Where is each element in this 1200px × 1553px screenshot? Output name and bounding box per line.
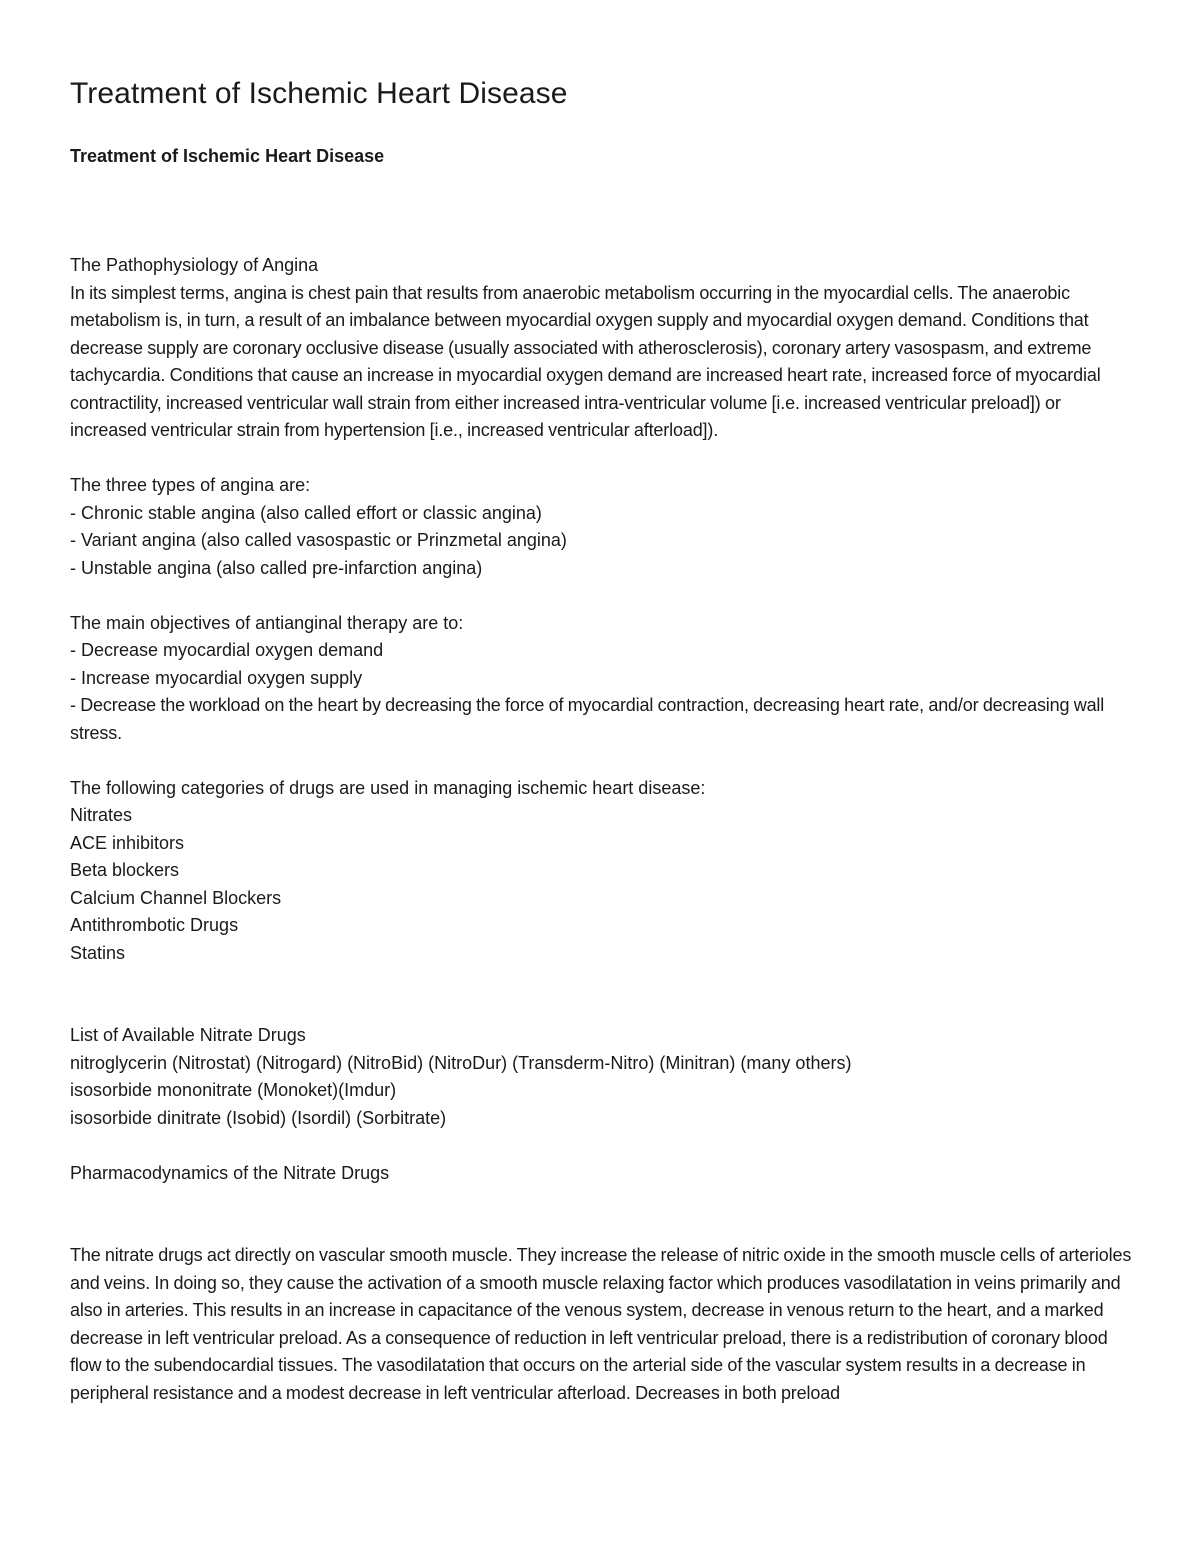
spacer <box>70 1132 1140 1160</box>
list-item: - Variant angina (also called vasospastic or Prinzmetal angina) <box>70 530 567 550</box>
angina-types-list <box>70 500 1140 583</box>
spacer <box>70 582 1140 610</box>
pathophysiology-section <box>70 252 1140 445</box>
angina-types-section <box>70 472 1140 582</box>
spacer <box>70 445 1140 473</box>
list-item: ACE inhibitors <box>70 832 185 853</box>
nitrate-drugs-heading: List of Available Nitrate Drugs <box>70 1025 306 1045</box>
document-title: Treatment of Ischemic Heart Disease <box>70 77 568 110</box>
angina-types-intro: The three types of angina are: <box>70 475 311 495</box>
pathophysiology-paragraph: In its simplest terms, angina is chest pain that results from anaerobic metabolism occurring in the myocardial cells. The anaerobic metabolism is, in turn, a result of an imbalance between myocardial oxygen supply and myocardial oxygen demand. Conditions that decrease supply are coronary occlusive disease (usually associated with atherosclerosis), coronary artery vasospasm, and extreme tachycardia. Conditions that cause an increase in myocardial oxygen demand are increased heart rate, increased force of myocardial contractility, increased ventricular wall strain from either increased intra-ventricular volume [i.e. increased ventricular preload]) or increased ventricular strain from hypertension [i.e., increased ventricular afterload]). <box>70 282 1101 440</box>
spacer <box>70 747 1140 775</box>
document-subtitle: Treatment of Ischemic Heart Disease <box>70 146 385 166</box>
list-item: nitroglycerin (Nitrostat) (Nitrogard) (NitroBid) (NitroDur) (Transderm-Nitro) (Minitran) (many others) <box>70 1052 852 1073</box>
list-item: isosorbide mononitrate (Monoket)(Imdur) <box>70 1080 397 1100</box>
list-item: - Decrease the workload on the heart by decreasing the force of myocardial contraction, decreasing heart rate, and/or decreasing wall stress. <box>70 695 1105 743</box>
pharmacodynamics-section <box>70 1160 1140 1408</box>
nitrate-drugs-section <box>70 1022 1140 1132</box>
objectives-intro: The main objectives of antianginal therapy are to: <box>70 612 464 633</box>
pharmacodynamics-paragraph: The nitrate drugs act directly on vascular smooth muscle. They increase the release of nitric oxide in the smooth muscle cells of arterioles and veins. In doing so, they cause the activation of a smooth muscle relaxing factor which produces vasodilatation in veins primarily and also in arteries. This results in an increase in capacitance of the venous system, decrease in venous return to the heart, and a marked decrease in left ventricular preload. As a consequence of reduction in left ventricular preload, there is a redistribution of coronary blood flow to the subendocardial tissues. The vasodilatation that occurs on the arterial side of the vascular system results in a decrease in peripheral resistance and a modest decrease in left ventricular afterload. Decreases in both preload <box>70 1245 1132 1403</box>
list-item: Calcium Channel Blockers <box>70 887 282 908</box>
list-item: Antithrombotic Drugs <box>70 915 239 935</box>
nitrate-drugs-list <box>70 1050 1140 1133</box>
list-item: Nitrates <box>70 805 133 825</box>
list-item: - Increase myocardial oxygen supply <box>70 667 363 688</box>
list-item: isosorbide dinitrate (Isobid) (Isordil) (Sorbitrate) <box>70 1107 447 1128</box>
spacer <box>70 1187 1140 1242</box>
drug-categories-intro: The following categories of drugs are used in managing ischemic heart disease: <box>70 777 706 798</box>
spacer <box>70 967 1140 1022</box>
drug-categories-list <box>70 802 1140 967</box>
objectives-section <box>70 610 1140 748</box>
pharmacodynamics-heading: Pharmacodynamics of the Nitrate Drugs <box>70 1162 390 1183</box>
pathophysiology-heading: The Pathophysiology of Angina <box>70 255 319 275</box>
list-item: - Unstable angina (also called pre-infarction angina) <box>70 557 483 578</box>
drug-categories-section <box>70 775 1140 968</box>
objectives-list <box>70 637 1140 747</box>
list-item: Statins <box>70 942 126 963</box>
document-body <box>70 252 1140 1407</box>
list-item: - Chronic stable angina (also called effort or classic angina) <box>70 502 542 523</box>
list-item: Beta blockers <box>70 860 180 880</box>
list-item: - Decrease myocardial oxygen demand <box>70 640 384 660</box>
